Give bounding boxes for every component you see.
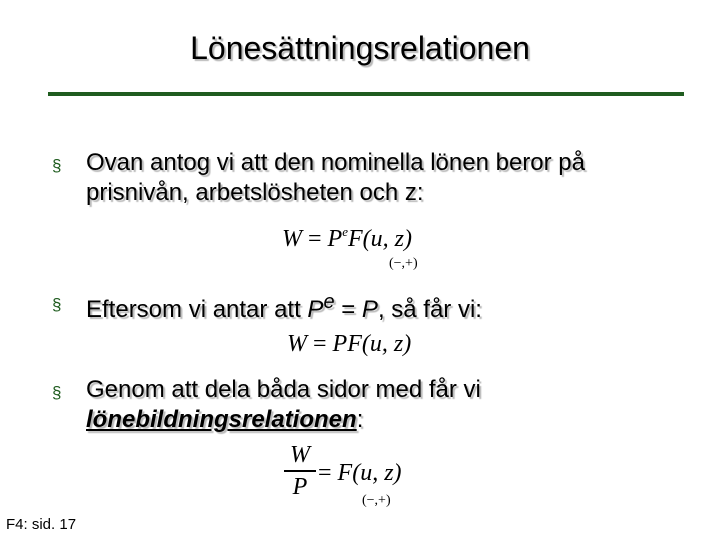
bullet-1 [52, 148, 692, 208]
eq1-signs: (−,+) [389, 256, 418, 271]
bullet-2-text-mid: = [334, 296, 362, 323]
bullet-3-text-after: : [356, 406, 364, 433]
eq2-equals: = [307, 331, 333, 357]
eq3-fraction [284, 442, 316, 500]
bullet-2 [52, 287, 692, 325]
eq1-args: (u, z) [362, 226, 412, 252]
bullet-marker-icon: § [52, 295, 62, 314]
eq1-equals: = [302, 226, 328, 252]
bullet-2-pe [307, 291, 335, 323]
bullet-2-text [86, 287, 692, 325]
eq1-f: F [348, 226, 363, 252]
eq3-fraction-bar [284, 470, 316, 472]
bullet-3-text [86, 375, 692, 435]
bullet-marker-icon: § [52, 383, 62, 402]
eq3-numerator: W [290, 442, 310, 468]
bullet-3 [52, 375, 692, 435]
bullet-2-text-after: , så får vi: [377, 296, 482, 323]
bullet-1-text: Ovan antog vi att den nominella lönen beror på prisnivån, arbetslösheten och z: [86, 149, 585, 206]
bullet-2-pe-base: P [307, 296, 324, 323]
bullet-3-text-before: Genom att dela båda sidor med får vi [86, 376, 481, 403]
eq2-lhs: W [287, 331, 307, 357]
bullet-2-pe-sup: e [323, 291, 335, 313]
eq3-signs: (−,+) [362, 493, 391, 508]
eq1-p: P [327, 226, 343, 252]
equation-1 [282, 224, 412, 253]
eq1-superscript: e [342, 224, 348, 239]
title-divider [48, 92, 684, 96]
eq3-f: F [337, 460, 353, 486]
eq3-denominator: P [292, 473, 308, 500]
equation-2 [287, 331, 411, 358]
slide-footer: F4: sid. 17 [6, 516, 77, 533]
bullet-2-text-before: Eftersom vi antar att [86, 296, 308, 323]
eq2-rhs: PF [332, 331, 362, 357]
bullet-marker-icon: § [52, 156, 62, 175]
eq3-equals: = [318, 460, 338, 486]
equation-3 [318, 460, 402, 487]
eq1-lhs: W [282, 226, 302, 252]
page-title: Lönesättningsrelationen [190, 30, 530, 66]
bullet-3-emphasis: lönebildningsrelationen [86, 406, 357, 433]
eq2-args: (u, z) [361, 331, 412, 357]
eq3-args: (u, z) [352, 460, 402, 486]
bullet-2-p: P [361, 296, 378, 323]
